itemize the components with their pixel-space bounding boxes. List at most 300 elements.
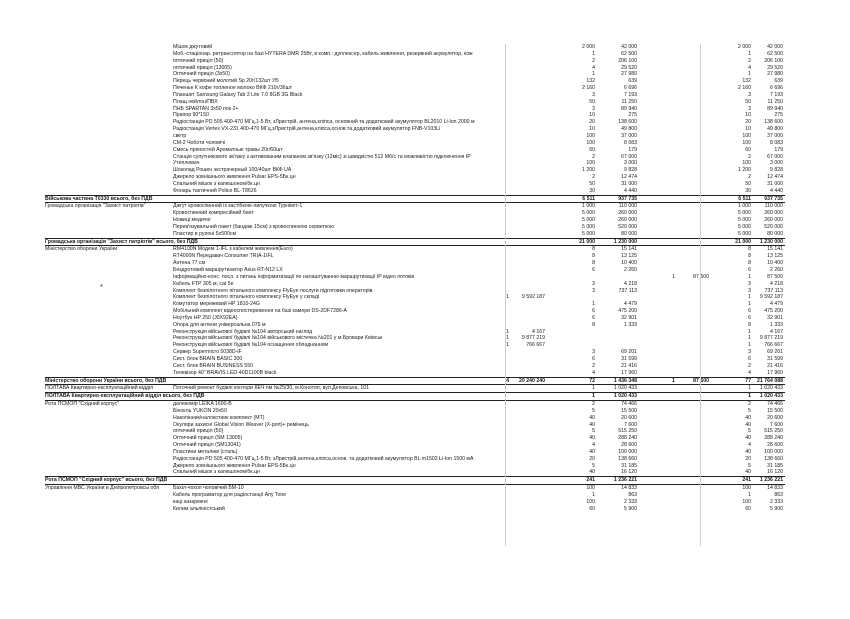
table-row [45, 349, 785, 356]
cell-item: Кровоспинний компресійний бинт [173, 210, 254, 217]
cell-fq: 100 [742, 498, 751, 505]
cell-qty: 6 [592, 267, 595, 273]
table-row [45, 428, 785, 435]
cell-fq: 6 [748, 355, 751, 362]
cell-qty: 3 [592, 91, 595, 98]
cell-fq: 40 [745, 448, 751, 455]
cell-qty: 1 000 [582, 203, 595, 210]
cell-item: Інформаційно-конс. посл. з питань інформатизації по налаштуванню маршрутизації IP відео потоків [173, 273, 415, 280]
table-row [45, 51, 785, 58]
cell-qty: 60 [589, 146, 595, 153]
cell-fq: 40 [745, 469, 751, 476]
cell-sum: 737 113 [618, 287, 637, 294]
cell-item: СМ-2 Чоботи чоловічі [173, 139, 226, 146]
table-row [45, 78, 785, 85]
table-row [45, 65, 785, 72]
cell-fq: 1 [748, 393, 751, 400]
cell-item: Бахіл-чохол чоловічий БМ-10 [173, 485, 244, 492]
table-row [45, 112, 785, 119]
cell-fs: 49 800 [767, 126, 783, 133]
cell-fs: 27 980 [767, 71, 783, 78]
cell-item: Комплект безпілотного пітального комплексу FlyEye у складі [173, 294, 319, 301]
table-row [45, 267, 785, 274]
cell-fq: 60 [745, 146, 751, 153]
cell-fs: 206 100 [764, 57, 783, 64]
cell-fq: 5 [748, 428, 751, 435]
table-row [45, 288, 785, 295]
cell-org: Рота ПСМОП "Східний корпус" [45, 401, 119, 408]
cell-fq: 1 200 [738, 167, 751, 174]
cell-fq: 1 000 [738, 203, 751, 210]
table-row [45, 281, 785, 288]
cell-fs: 89 940 [767, 105, 783, 112]
cell-item: Печенье К кофе топленое молоко ВКФ 210г/36шт [173, 85, 293, 92]
cell-sum: 21 416 [621, 362, 637, 369]
cell-sum: 49 800 [621, 126, 637, 133]
cell-sum: 260 000 [618, 217, 637, 224]
cell-fs: 10 400 [767, 260, 783, 267]
cell-fq: 21 000 [735, 238, 751, 245]
table-row [45, 44, 785, 51]
spreadsheet-table [45, 44, 785, 513]
cell-item: Мішок джутовий [173, 44, 213, 50]
cell-item: Фонарь тактичний Police BL-T8626 [173, 187, 257, 194]
table-row [45, 147, 785, 154]
table-row [45, 342, 785, 349]
cell-sum: 863 [628, 492, 637, 498]
cell-qty: 3 [592, 280, 595, 287]
cell-item: Килим альпіністський [173, 505, 225, 512]
total-row [45, 238, 785, 247]
cell-fs: 7 193 [770, 91, 783, 98]
cell-sum: 74 466 [621, 401, 637, 408]
cell-org: Громадська організація "Захист патріотів" всього, без ПДВ [45, 238, 198, 245]
table-row [45, 210, 785, 217]
cell-fq: 100 [742, 132, 751, 139]
cell-fq: 2 160 [738, 85, 751, 92]
cell-fq: 100 [742, 160, 751, 167]
cell-fs: 260 000 [764, 210, 783, 217]
cell-fq: 1 [748, 50, 751, 57]
cell-fs: 42 000 [767, 44, 783, 50]
cell-qty: 6 [592, 355, 595, 362]
table-row [45, 322, 785, 329]
cell-fq: 40 [745, 414, 751, 421]
cell-item: Утеплювач [173, 160, 200, 167]
cell-qty: 3 [592, 349, 595, 356]
cell-fs: 7 600 [770, 421, 783, 428]
cell-org: Військова частина Т0330 всього, без ПДВ [45, 195, 153, 202]
cell-q2: 1 [672, 377, 675, 384]
table-row [45, 92, 785, 99]
cell-sa: 9 877 219 [521, 335, 545, 342]
cell-fs: 138 600 [764, 119, 783, 126]
cell-sum: 2 333 [624, 498, 637, 505]
cell-sum: 69 201 [621, 349, 637, 356]
cell-item: Плащ нейлон/ПВХ [173, 98, 218, 105]
cell-fq: 6 [748, 308, 751, 315]
cell-item: Реконструкція військової будівлі №104 авторський нагляд [173, 328, 313, 335]
cell-item: Комплект безпілотного пітального комплексу FlyEye послуги підготовки операторів [173, 287, 373, 294]
cell-org: Рота ПСМОП "Східний корпус" всього, без ПДВ [45, 477, 168, 484]
cell-fs: 17 960 [767, 369, 783, 376]
cell-qty: 40 [589, 469, 595, 476]
cell-sa: 20 240 240 [519, 377, 545, 384]
cell-sum: 4 479 [624, 301, 637, 308]
cell-item: Радіостанція PD 505 400-470 МГц,1-5 Вт, зЛристрій, антена,кліпса, основний та додатковий акумулятор BL2010 Li-Ion 2000 м [173, 119, 475, 126]
cell-sum: 20 600 [621, 414, 637, 421]
cell-sum: 11 250 [621, 98, 637, 105]
cell-fs: 179 [774, 146, 783, 153]
table-row [45, 133, 785, 140]
cell-fq: 40 [745, 435, 751, 442]
cell-fs: 520 000 [764, 223, 783, 230]
cell-sum: 100 000 [618, 448, 637, 455]
cell-sum: 13 125 [621, 253, 637, 260]
cell-fs: 6 696 [770, 85, 783, 92]
cell-qty: 8 [592, 246, 595, 253]
table-row [45, 442, 785, 449]
cell-fq: 10 [745, 126, 751, 133]
cell-fs: 4 167 [770, 328, 783, 335]
cell-fs: 475 200 [764, 308, 783, 315]
cell-qty: 1 200 [582, 167, 595, 174]
cell-fs: 21 416 [767, 362, 783, 369]
scan-mark: * [100, 284, 103, 291]
cell-qty: 100 [586, 485, 595, 492]
table-row [45, 329, 785, 336]
cell-sum: 1 230 000 [613, 238, 637, 245]
table-row [45, 203, 785, 210]
cell-item: Поточний ремонт будівлі контори КЕЧ пм №25/30, м.Конотоп, вул.Деповська, 101 [173, 385, 370, 392]
cell-fq: 4 [748, 64, 751, 71]
cell-sum: 1 020 433 [613, 385, 637, 392]
cell-fq: 77 [745, 377, 751, 384]
cell-fs: 67 000 [767, 153, 783, 160]
cell-fq: 100 [742, 139, 751, 146]
cell-sum: 1 333 [624, 321, 637, 328]
cell-sum: 260 000 [618, 210, 637, 217]
cell-item: Реконструкція військової будівлі №104 військового містечка №201 у м.Бровари Київськ [173, 335, 383, 342]
table-row [45, 140, 785, 147]
cell-sum: 7 600 [624, 421, 637, 428]
cell-qty: 5 [592, 462, 595, 469]
cell-fs: 87 500 [767, 273, 783, 280]
cell-fs: 12 474 [767, 174, 783, 181]
cell-sum: 110 000 [618, 203, 637, 210]
cell-org: Управління МВС України в Дніпропетровсьі обл [45, 485, 160, 492]
cell-fs: 4 479 [770, 301, 783, 308]
cell-item: Бінокль YUKON 20х50 [173, 407, 227, 414]
cell-item: далекомір LEIKA 1600-B [173, 401, 232, 408]
cell-fs: 20 600 [767, 414, 783, 421]
cell-qty: 6 [592, 314, 595, 321]
table-row [45, 217, 785, 224]
cell-sum: 1 020 433 [613, 393, 637, 400]
cell-item: Смесь пряностей Ароматные травы 20г/60шт [173, 146, 283, 153]
cell-qty: 2 000 [582, 44, 595, 50]
cell-fq: 8 [748, 253, 751, 260]
cell-fs: 1 020 433 [759, 393, 783, 400]
cell-sum: 67 000 [621, 153, 637, 160]
cell-fs: 9 592 187 [759, 294, 783, 301]
cell-sa: 4 167 [532, 328, 545, 335]
cell-sa: 766 667 [526, 342, 545, 349]
table-row [45, 274, 785, 281]
total-row [45, 476, 785, 485]
table-row [45, 260, 785, 267]
cell-qty: 21 000 [579, 238, 595, 245]
table-row [45, 181, 785, 188]
cell-item: Джерело зовнішнього живлення Pulsar EPS-5Бк.цн [173, 174, 296, 181]
cell-qty: 1 [592, 492, 595, 498]
cell-fq: 2 [748, 57, 751, 64]
cell-org: Громадська організація "Захист патріотів" [45, 203, 146, 210]
cell-qty: 2 [592, 153, 595, 160]
cell-qty: 132 [586, 78, 595, 85]
cell-item: оптичний приціл (13005) [173, 64, 232, 71]
cell-qa: 1 [506, 335, 509, 342]
cell-fq: 2 000 [738, 44, 751, 50]
cell-sum: 8 083 [624, 139, 637, 146]
cell-fq: 1 [748, 385, 751, 392]
table-row [45, 160, 785, 167]
cell-fs: 9 828 [770, 167, 783, 174]
cell-sum: 31 000 [621, 180, 637, 187]
cell-fq: 1 [748, 301, 751, 308]
cell-sum: 31 185 [621, 462, 637, 469]
cell-fs: 15 500 [767, 407, 783, 414]
cell-sum: 16 120 [621, 469, 637, 476]
cell-fq: 3 [748, 349, 751, 356]
cell-item: Оптичний приціл (SM13041) [173, 442, 241, 449]
cell-sum: 29 520 [621, 64, 637, 71]
cell-qty: 4 [592, 369, 595, 376]
table-row [45, 492, 785, 499]
cell-sum: 1 436 348 [613, 377, 637, 384]
cell-qty: 5 000 [582, 230, 595, 237]
cell-fq: 2 [748, 174, 751, 181]
cell-fs: 138 660 [764, 455, 783, 462]
cell-sum: 80 000 [621, 230, 637, 237]
cell-item: Комутатор мережевий HP 1810-24G [173, 301, 260, 308]
total-row [45, 392, 785, 401]
cell-sum: 7 193 [624, 91, 637, 98]
cell-fs: 863 [774, 492, 783, 498]
cell-item: Радіостанція PD 505 400-470 МГц,1-5 Вт, зЛристрій,антена,кліпса,основ. та додатковий акумулятор BL m1502 Li-Ion 1500 мА [173, 455, 474, 462]
cell-sum: 12 474 [621, 174, 637, 181]
cell-sum: 32 901 [621, 314, 637, 321]
cell-fq: 1 [748, 71, 751, 78]
cell-sum: 10 400 [621, 260, 637, 267]
cell-item: Антена 77 см [173, 260, 206, 267]
cell-fs: 8 083 [770, 139, 783, 146]
table-row [45, 435, 785, 442]
cell-s2: 87 500 [693, 377, 709, 384]
table-row [45, 71, 785, 78]
cell-qty: 241 [586, 477, 595, 484]
cell-fq: 1 [748, 328, 751, 335]
cell-org: Міністерство оборони України всього, без ПДВ [45, 377, 167, 384]
cell-fs: 32 901 [767, 314, 783, 321]
cell-fs: 80 000 [767, 230, 783, 237]
cell-item: Станція супутникового зв'язку з активованим клапаном зв'язку (12міс) зі швидкістю 512 Мб/с та можливістю підключення IP [173, 153, 471, 160]
cell-qty: 30 [589, 187, 595, 194]
cell-qty: 2 [592, 174, 595, 181]
cell-fq: 6 [748, 267, 751, 273]
cell-qty: 50 [589, 180, 595, 187]
cell-qty: 100 [586, 160, 595, 167]
cell-sum: 9 828 [624, 167, 637, 174]
cell-fq: 2 [748, 153, 751, 160]
cell-fs: 28 600 [767, 442, 783, 449]
table-row [45, 356, 785, 363]
cell-fq: 241 [742, 477, 751, 484]
cell-qty: 6 511 [582, 195, 595, 202]
cell-fs: 13 125 [767, 253, 783, 260]
cell-fq: 1 [748, 294, 751, 301]
cell-fq: 3 [748, 105, 751, 112]
table-row [45, 301, 785, 308]
cell-sum: 15 500 [621, 407, 637, 414]
table-row [45, 499, 785, 506]
cell-org: Міністерство оборони України [45, 246, 118, 253]
table-row [45, 408, 785, 415]
cell-sum: 37 000 [621, 132, 637, 139]
table-row [45, 449, 785, 456]
cell-fq: 10 [745, 112, 751, 119]
cell-item: Джерело зовнішнього живлення Pulsar EPS-5Бк.цн [173, 462, 296, 469]
cell-sum: 28 600 [621, 442, 637, 449]
cell-fs: 21 764 088 [757, 377, 783, 384]
cell-fs: 15 141 [767, 246, 783, 253]
cell-item: Сист. блок BRAIN BUSINESS 550 [173, 362, 253, 369]
cell-qty: 1 [592, 393, 595, 400]
cell-item: ПНБ SPARTAN 3х50 пок 2+ [173, 105, 239, 112]
cell-qty: 4 [592, 64, 595, 71]
cell-fs: 100 000 [764, 448, 783, 455]
cell-sum: 3 000 [624, 160, 637, 167]
cell-fs: 4 440 [770, 187, 783, 194]
cell-item: Пластини металеві (сталь) [173, 448, 238, 455]
cell-s2: 87 500 [693, 273, 709, 280]
cell-item: Кабель FTP 305 м, cat 5е [173, 280, 234, 287]
cell-fs: 1 230 000 [759, 238, 783, 245]
table-row [45, 246, 785, 253]
table-row [45, 85, 785, 92]
table-row [45, 456, 785, 463]
cell-item: Перець червоний молотий Sp 20г/132шт УБ [173, 78, 279, 85]
cell-qa: 1 [506, 342, 509, 349]
cell-sum: 6 696 [624, 85, 637, 92]
cell-fs: 639 [774, 78, 783, 85]
cell-qty: 5 000 [582, 217, 595, 224]
cell-fs: 275 [774, 112, 783, 119]
table-row [45, 231, 785, 238]
table-row [45, 224, 785, 231]
cell-fs: 62 500 [767, 50, 783, 57]
cell-qty: 1 [592, 385, 595, 392]
cell-qa: 1 [506, 294, 509, 301]
total-row [45, 195, 785, 204]
table-row [45, 469, 785, 476]
cell-qty: 2 [592, 362, 595, 369]
cell-fq: 60 [745, 505, 751, 512]
cell-fs: 937 735 [764, 195, 783, 202]
cell-fq: 3 [748, 91, 751, 98]
cell-sa: 9 592 187 [521, 294, 545, 301]
cell-fs: 5 900 [770, 505, 783, 512]
cell-sum: 62 500 [621, 50, 637, 57]
cell-sum: 937 735 [618, 195, 637, 202]
cell-sum: 138 660 [618, 455, 637, 462]
cell-item: Ножиці медичні [173, 217, 211, 224]
cell-qty: 5 000 [582, 210, 595, 217]
cell-item: Шоколад Рошен экстрачерный 100/40шт ВКФ UA [173, 167, 292, 174]
cell-sum: 31 599 [621, 355, 637, 362]
column-divider [700, 44, 701, 546]
cell-qty: 100 [586, 139, 595, 146]
cell-item: Телевізор 40" BRAVIS LED-40D1100B black [173, 369, 277, 376]
cell-fq: 20 [745, 455, 751, 462]
cell-org: ПОЛТАВА Квартирно-експлуатаційний відділ всього, без ПДВ [45, 393, 205, 400]
column-divider [505, 44, 506, 546]
cell-qty: 100 [586, 498, 595, 505]
table-row [45, 385, 785, 392]
cell-fs: 31 185 [767, 462, 783, 469]
cell-sum: 515 250 [618, 428, 637, 435]
cell-fs: 37 000 [767, 132, 783, 139]
cell-fs: 1 020 433 [759, 385, 783, 392]
cell-sum: 2 260 [624, 267, 637, 273]
cell-item: Спальний мішок з капюшоном/бк.цн [173, 180, 260, 187]
cell-qty: 40 [589, 448, 595, 455]
cell-qty: 2 [592, 57, 595, 64]
cell-fq: 8 [748, 321, 751, 328]
cell-qty: 3 [592, 105, 595, 112]
cell-fs: 4 218 [770, 280, 783, 287]
cell-qty: 2 160 [582, 85, 595, 92]
cell-fq: 5 000 [738, 230, 751, 237]
cell-item: Сервер Supermicro 5038D-iF [173, 349, 242, 356]
cell-sum: 138 600 [618, 119, 637, 126]
cell-item: Прапор 90*150 [173, 112, 209, 119]
cell-sum: 4 218 [624, 280, 637, 287]
cell-item: оптичний приціл (50) [173, 428, 224, 435]
cell-qty: 8 [592, 253, 595, 260]
cell-item: Наколінник/налокотник комплект (МТ) [173, 414, 265, 421]
cell-qty: 1 [592, 50, 595, 57]
cell-fq: 50 [745, 180, 751, 187]
cell-item: Мобільний комплект відеоспостереження на базі камери DS-2DF7286-A [173, 308, 347, 315]
cell-qty: 50 [589, 98, 595, 105]
cell-item: RT4000N Передавач Consumer TRIA-1IFL [173, 253, 274, 260]
cell-fs: 74 466 [767, 401, 783, 408]
table-row [45, 315, 785, 322]
cell-qty: 20 [589, 455, 595, 462]
cell-sum: 14 833 [621, 485, 637, 492]
table-row [45, 174, 785, 181]
cell-item: Радіостанція Vertex VX-231 400-470 МГц,зЛристрій,антена,кліпса,основ.та додатковий акумулятор FNB-V103Li [173, 126, 441, 133]
cell-item: Окуляри захисні Global Vision Weaver (X-port)+ ремінець [173, 421, 309, 428]
cell-qty: 6 [592, 308, 595, 315]
cell-qty: 5 [592, 428, 595, 435]
table-row [45, 335, 785, 342]
cell-qty: 60 [589, 505, 595, 512]
cell-sum: 15 141 [621, 246, 637, 253]
table-row [45, 154, 785, 161]
cell-sum: 639 [628, 78, 637, 85]
